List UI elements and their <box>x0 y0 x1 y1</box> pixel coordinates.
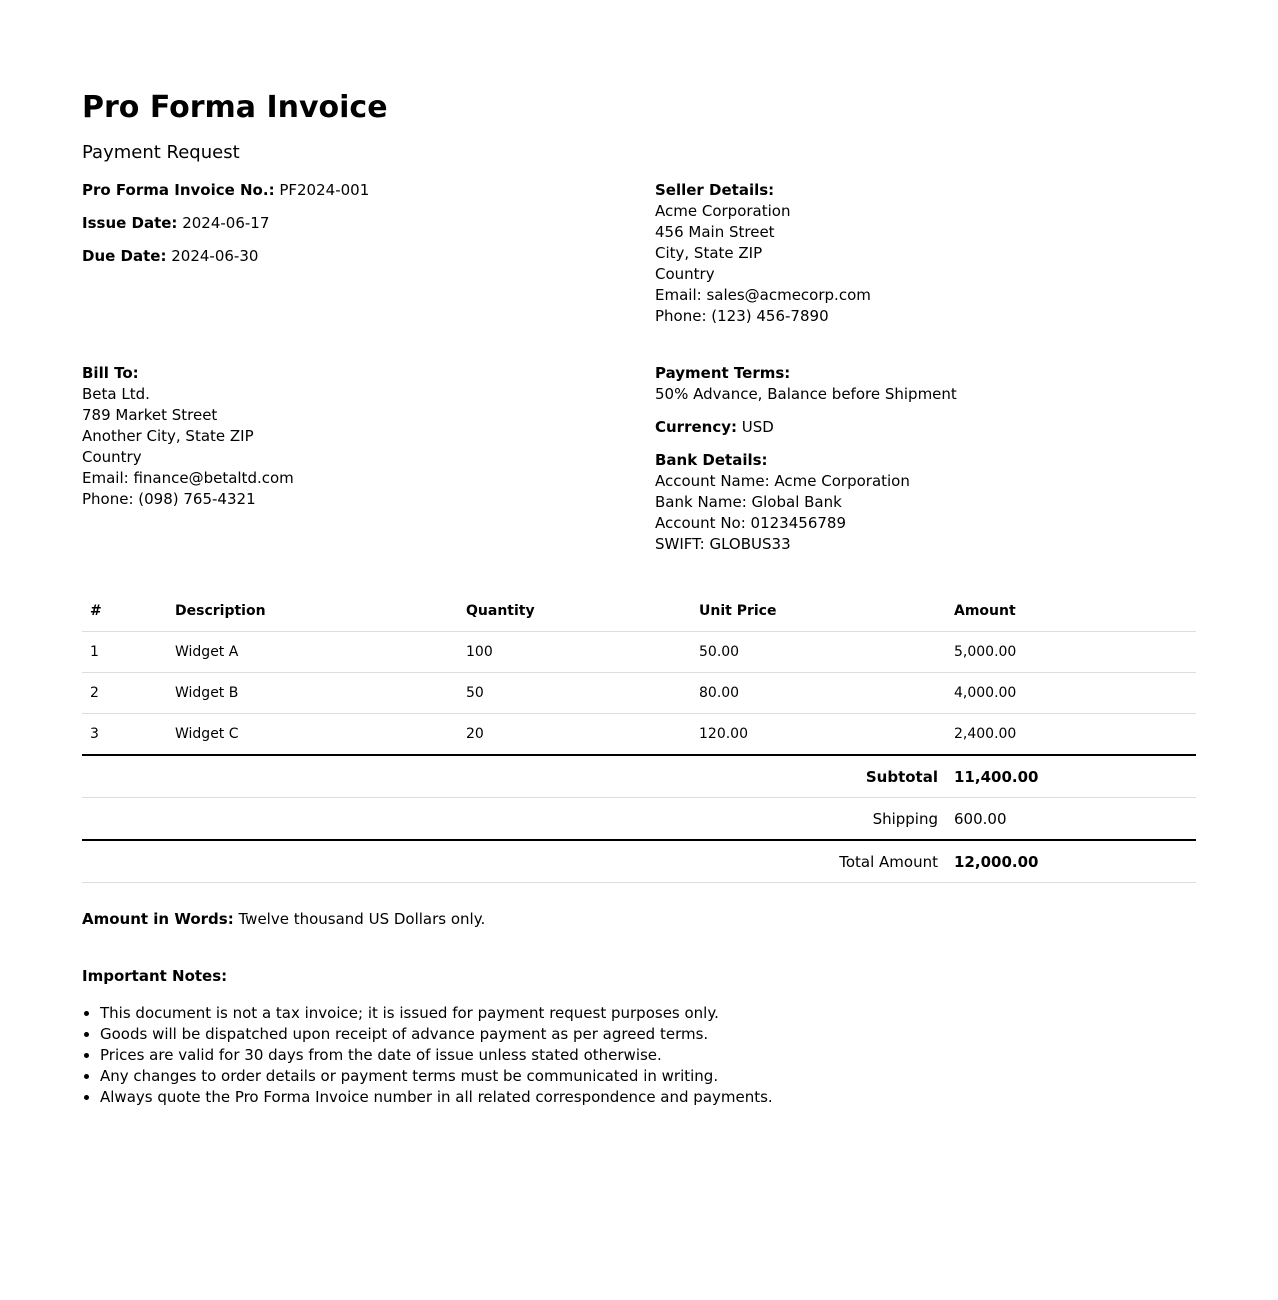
currency-block <box>655 417 1196 438</box>
header-amount: Amount <box>946 591 1196 632</box>
total-row <box>82 840 1196 883</box>
amount-in-words-label: Amount in Words: <box>82 910 234 928</box>
bank-account-no: Account No: 0123456789 <box>655 514 846 532</box>
notes-title: Important Notes: <box>82 967 228 985</box>
invoice-number <box>82 180 655 201</box>
issue-date-value: 2024-06-17 <box>182 214 270 232</box>
cell-amount: 5,000.00 <box>946 632 1196 673</box>
bill-to-city: Another City, State ZIP <box>82 427 254 445</box>
total-label: Total Amount <box>82 840 946 883</box>
bank-label: Bank Details: <box>655 451 768 469</box>
table-row <box>82 632 1196 673</box>
cell-number: 1 <box>82 632 167 673</box>
invoice-number-value: PF2024-001 <box>279 181 370 199</box>
bank-swift: SWIFT: GLOBUS33 <box>655 535 791 553</box>
seller-label: Seller Details: <box>655 181 775 199</box>
seller-phone: Phone: (123) 456-7890 <box>655 307 829 325</box>
due-date-value: 2024-06-30 <box>171 247 259 265</box>
list-item: • Always quote the Pro Forma Invoice number in all related correspondence and payments. <box>100 1087 1196 1108</box>
bill-to-street: 789 Market Street <box>82 406 218 424</box>
header-quantity: Quantity <box>458 591 691 632</box>
table-row <box>82 673 1196 714</box>
header-unit-price: Unit Price <box>691 591 946 632</box>
subtotal-value: 11,400.00 <box>946 755 1196 798</box>
issue-date <box>82 213 655 234</box>
seller-country: Country <box>655 265 715 283</box>
header-description: Description <box>167 591 458 632</box>
header-row <box>82 180 1196 327</box>
page-subtitle: Payment Request <box>82 142 240 163</box>
total-value: 12,000.00 <box>946 840 1196 883</box>
bill-to-country: Country <box>82 448 142 466</box>
cell-unit-price: 120.00 <box>691 714 946 756</box>
payment-terms-block <box>655 363 1196 405</box>
cell-unit-price: 80.00 <box>691 673 946 714</box>
invoice-meta <box>82 180 655 327</box>
cell-quantity: 20 <box>458 714 691 756</box>
bank-account-name: Account Name: Acme Corporation <box>655 472 910 490</box>
subtotal-label: Subtotal <box>82 755 946 798</box>
cell-quantity: 100 <box>458 632 691 673</box>
due-date-label: Due Date: <box>82 247 167 265</box>
shipping-value: 600.00 <box>946 798 1196 841</box>
cell-description: Widget B <box>167 673 458 714</box>
cell-unit-price: 50.00 <box>691 632 946 673</box>
cell-number: 3 <box>82 714 167 756</box>
table-row <box>82 714 1196 756</box>
bill-to-name: Beta Ltd. <box>82 385 150 403</box>
bank-name: Bank Name: Global Bank <box>655 493 842 511</box>
cell-amount: 2,400.00 <box>946 714 1196 756</box>
list-item: • Prices are valid for 30 days from the date of issue unless stated otherwise. <box>100 1045 1196 1066</box>
bill-to-email: Email: finance@betaltd.com <box>82 469 294 487</box>
shipping-row <box>82 798 1196 841</box>
cell-description: Widget C <box>167 714 458 756</box>
billing-row <box>82 363 1196 555</box>
seller-city: City, State ZIP <box>655 244 763 262</box>
cell-quantity: 50 <box>458 673 691 714</box>
table-header-row <box>82 591 1196 632</box>
line-items-table <box>82 591 1196 883</box>
bill-to <box>82 363 655 555</box>
bank-details <box>655 450 1196 555</box>
currency-value: USD <box>741 418 774 436</box>
cell-amount: 4,000.00 <box>946 673 1196 714</box>
due-date <box>82 246 655 267</box>
seller-email: Email: sales@acmecorp.com <box>655 286 871 304</box>
bill-to-label: Bill To: <box>82 364 139 382</box>
list-item: • Any changes to order details or payment terms must be communicated in writing. <box>100 1066 1196 1087</box>
page-title: Pro Forma Invoice <box>82 90 388 125</box>
payment-terms-value: 50% Advance, Balance before Shipment <box>655 385 957 403</box>
bill-to-phone: Phone: (098) 765-4321 <box>82 490 256 508</box>
payment-terms <box>655 363 1196 555</box>
seller-details <box>655 180 1196 327</box>
list-item: • This document is not a tax invoice; it is issued for payment request purposes only. <box>100 1003 1196 1024</box>
currency-label: Currency: <box>655 418 738 436</box>
amount-in-words-value: Twelve thousand US Dollars only. <box>238 910 486 928</box>
seller-street: 456 Main Street <box>655 223 775 241</box>
payment-terms-label: Payment Terms: <box>655 364 791 382</box>
issue-date-label: Issue Date: <box>82 214 178 232</box>
notes-list <box>82 1003 1196 1108</box>
seller-name: Acme Corporation <box>655 202 791 220</box>
list-item: • Goods will be dispatched upon receipt of advance payment as per agreed terms. <box>100 1024 1196 1045</box>
invoice-number-label: Pro Forma Invoice No.: <box>82 181 275 199</box>
header-number: # <box>82 591 167 632</box>
subtotal-row <box>82 755 1196 798</box>
cell-description: Widget A <box>167 632 458 673</box>
shipping-label: Shipping <box>82 798 946 841</box>
cell-number: 2 <box>82 673 167 714</box>
amount-in-words <box>82 909 1196 930</box>
